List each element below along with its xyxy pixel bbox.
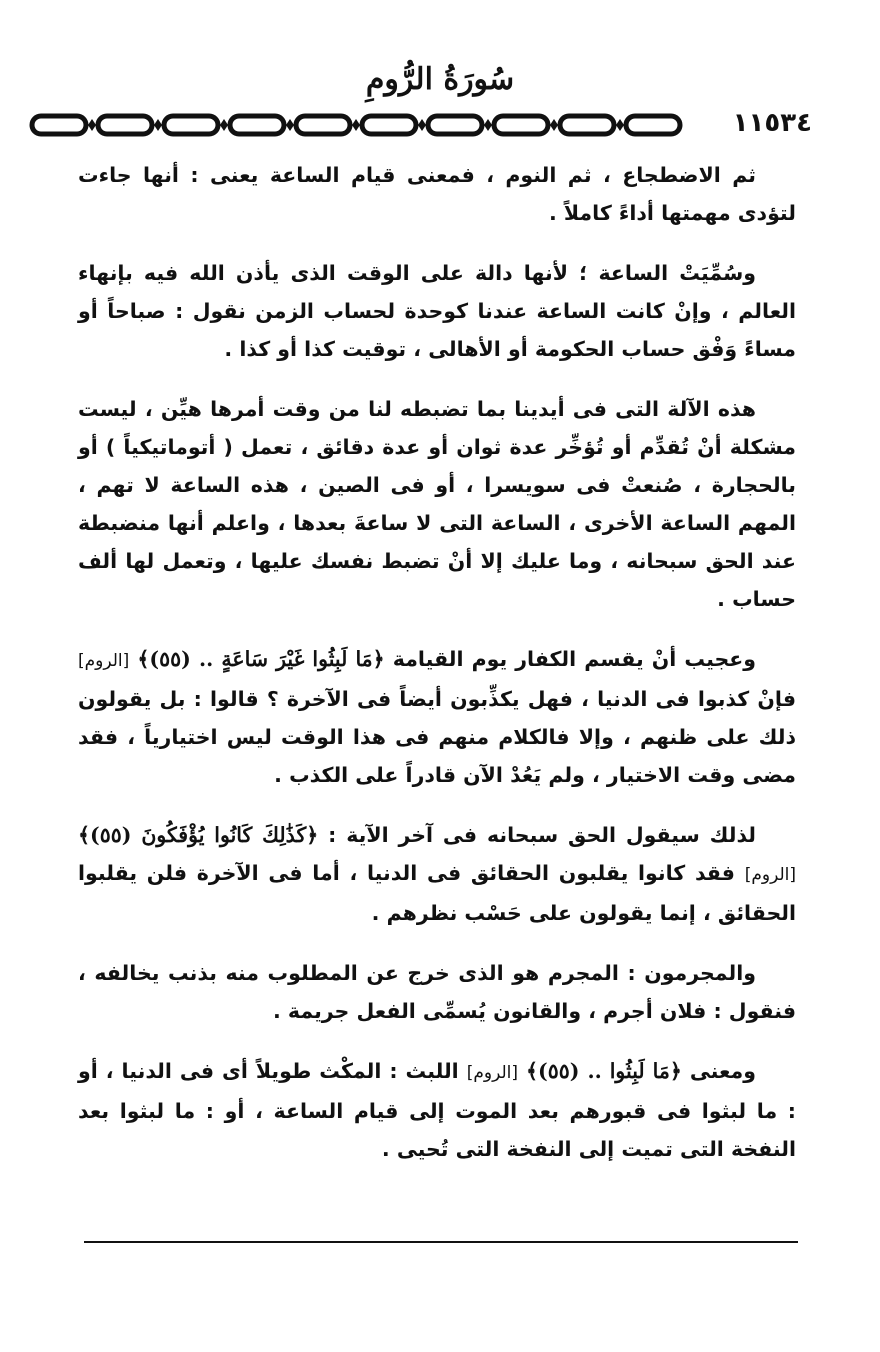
quran-verse: ﴿مَا لَبِثُوا غَيْرَ سَاعَةٍ .. (٥٥)﴾: [137, 647, 385, 671]
paragraph-3: هذه الآلة التى فى أيدينا بما تضبطه لنا من وقت أمرها هيِّن ، ليست مشكلة أنْ تُقدِّم أو تُؤخِّر عدة ثوان أو عدة دقائق ، تعمل ( أتوماتيكياً ) أو بالحجارة ، صُنعتْ فى سويسرا ، أو فى الصين ، هذه الساعة لا تهم ، المهم الساعة الأخرى ، الساعة التى لا ساعةَ بعدها ، واعلم أنها منضبطة عند الحق سبحانه ، وما عليك إلا أنْ تضبط نفسك عليها ، وتعمل لها ألف حساب .: [78, 397, 796, 611]
paragraph-4-intro: وعجيب أنْ يقسم الكفار يوم القيامة: [392, 647, 756, 671]
footer-rule: [84, 1241, 798, 1243]
paragraph-7-intro: ومعنى: [689, 1059, 756, 1083]
paragraph-2: وسُمِّيَتْ الساعة ؛ لأنها دالة على الوقت الذى يأذن الله فيه بإنهاء العالم ، وإنْ كانت الساعة عندنا كوحدة لحساب الزمن نقول : صباحاً أو مساءً وَفْق حساب الحكومة أو الأهالى ، توقيت كذا أو كذا .: [78, 261, 796, 361]
paragraph-4: [78, 640, 796, 794]
ornamental-header-band: [26, 110, 816, 140]
paragraph-1: ثم الاضطجاع ، ثم النوم ، فمعنى قيام الساعة يعنى : أنها جاءت لتؤدى مهمتها أداءً كاملاً .: [78, 163, 796, 225]
paragraph-5: [78, 816, 796, 932]
body-text: [78, 156, 796, 1190]
verse-reference: [الروم]: [78, 651, 130, 671]
paragraph-5-body: فقد كانوا يقلبون الحقائق فى الدنيا ، أما فى الآخرة فلن يقلبوا الحقائق ، إنما يقولون على حَسْب نظرهم .: [78, 861, 796, 925]
paragraph-7: [78, 1052, 796, 1168]
paragraph-6: والمجرمون : المجرم هو الذى خرج عن المطلوب منه بذنب يخالفه ، فنقول : فلان أجرم ، والقانون يُسمِّى الفعل جريمة .: [78, 961, 796, 1023]
page-number: ١١٥٣٤: [729, 108, 816, 138]
quran-verse: ﴿مَا لَبِثُوا .. (٥٥)﴾: [526, 1059, 682, 1083]
paragraph-4-body: فإنْ كذبوا فى الدنيا ، فهل يكذِّبون أيضاً فى الآخرة ؟ قالوا : بل يقولون ذلك على ظنهم ، وإلا فالكلام منهم فى هذا الوقت ليس اختيارياً ، فقد مضى وقت الاختيار ، ولم يَعُدْ الآن قادراً على الكذب .: [78, 687, 796, 787]
verse-reference: [الروم]: [466, 1063, 519, 1083]
paragraph-7-body: اللبث : المكْث طويلاً أى فى الدنيا ، أو : ما لبثوا فى قبورهم بعد الموت إلى قيام الساعة ، أو : ما لبثوا بعد النفخة التى تميت إلى النفخة التى تُحيى .: [78, 1059, 796, 1161]
paragraph-5-intro: لذلك سيقول الحق سبحانه فى آخر الآية :: [328, 823, 756, 847]
surah-title: سُورَةُ الرُّومِ: [365, 62, 515, 97]
quran-verse: ﴿كَذَٰلِكَ كَانُوا يُؤْفَكُونَ (٥٥)﴾: [78, 823, 319, 847]
verse-reference: [الروم]: [744, 865, 796, 885]
